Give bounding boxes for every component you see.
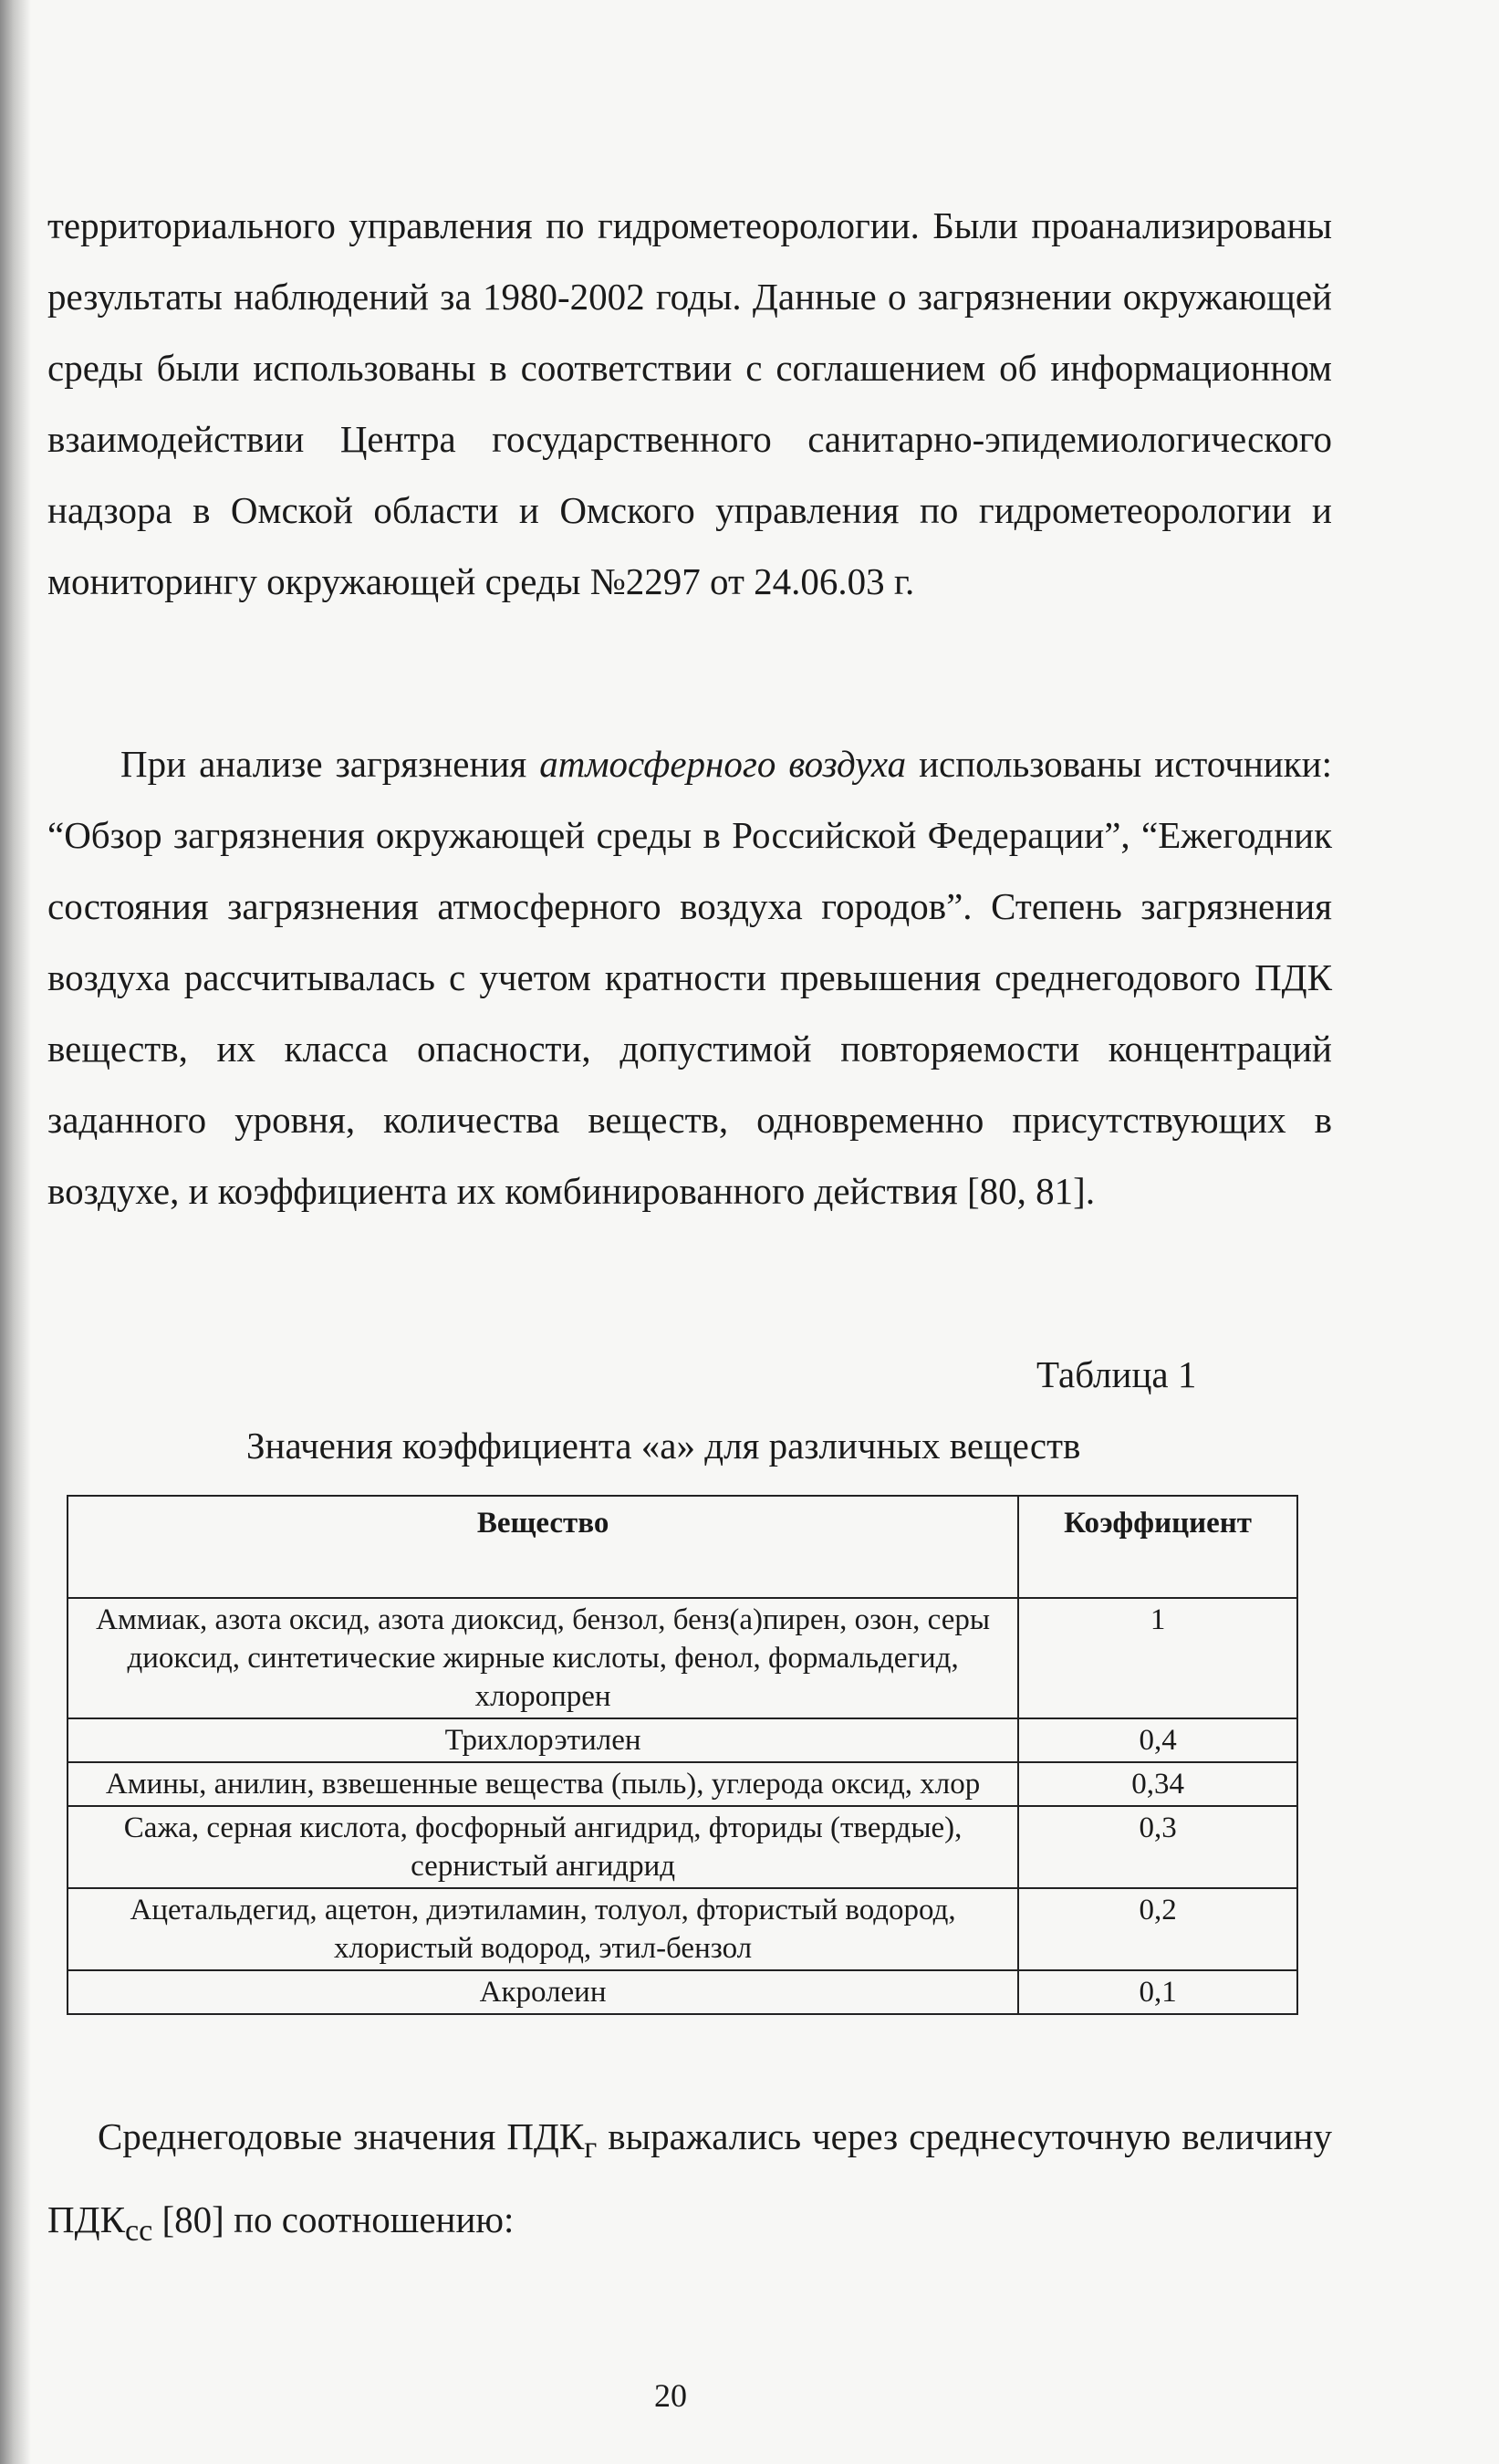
cell-coefficient: 0,4 — [1018, 1718, 1297, 1762]
paragraph-2 — [47, 728, 1332, 1227]
coefficient-table — [67, 1495, 1298, 2015]
table-row — [68, 1762, 1297, 1806]
subscript-ss: сс — [124, 2214, 153, 2249]
table-row — [68, 1970, 1297, 2014]
header-coefficient: Коэффициент — [1018, 1496, 1297, 1598]
table-row — [68, 1718, 1297, 1762]
cell-substance: Сажа, серная кислота, фосфорный ангидрид, фториды (твердые), сернистый ангидрид — [68, 1806, 1018, 1888]
table-caption: Значения коэффициента «а» для различных веществ — [246, 1425, 1081, 1467]
paragraph-3 — [47, 2101, 1332, 2267]
table-row — [68, 1888, 1297, 1970]
paragraph-3-text-b: выражались через среднесуточную величину ПДК — [47, 2115, 1332, 2241]
cell-substance: Трихлорэтилен — [68, 1718, 1018, 1762]
cell-substance: Аммиак, азота оксид, азота диоксид, бензол, бенз(а)пирен, озон, серы диоксид, синтетические жирные кислоты, фенол, формальдегид, хлоропрен — [68, 1598, 1018, 1718]
page-number: 20 — [654, 2377, 687, 2414]
cell-coefficient: 0,2 — [1018, 1888, 1297, 1970]
cell-substance: Акролеин — [68, 1970, 1018, 2014]
cell-substance: Амины, анилин, взвешенные вещества (пыль), углерода оксид, хлор — [68, 1762, 1018, 1806]
cell-coefficient: 1 — [1018, 1598, 1297, 1718]
paragraph-2-text-end: использованы источники: “Обзор загрязнения окружающей среды в Российской Федерации”, “Ежегодник состояния загрязнения атмосферного воздуха городов”. Степень загрязнения воздуха рассчитывалась с учетом кратности превышения среднегодового ПДК веществ, их класса опасности, допустимой повторяемости концентраций заданного уровня, количества веществ, одновременно присутствующих в воздухе, и коэффициента их комбинированного действия [80, 81]. — [47, 743, 1332, 1212]
table-label: Таблица 1 — [1036, 1353, 1197, 1395]
paragraph-2-italic-term: атмосферного воздуха — [539, 743, 907, 785]
table-row — [68, 1598, 1297, 1718]
header-substance: Вещество — [68, 1496, 1018, 1598]
paragraph-3-text-a: Среднегодовые значения ПДК — [98, 2115, 585, 2157]
subscript-g: г — [584, 2131, 598, 2166]
table-row — [68, 1806, 1297, 1888]
cell-coefficient: 0,3 — [1018, 1806, 1297, 1888]
table-header-row — [68, 1496, 1297, 1598]
cell-coefficient: 0,34 — [1018, 1762, 1297, 1806]
cell-coefficient: 0,1 — [1018, 1970, 1297, 2014]
cell-substance: Ацетальдегид, ацетон, диэтиламин, толуол, фтористый водород, хлористый водород, этил-бензол — [68, 1888, 1018, 1970]
paragraph-3-text-c: [80] по соотношению: — [152, 2198, 515, 2241]
paragraph-2-text-start: При анализе загрязнения — [120, 743, 540, 785]
paragraph-1: территориального управления по гидрометеорологии. Были проанализированы результаты наблюдений за 1980-2002 годы. Данные о загрязнении окружающей среды были использованы в соответствии с соглашением об информационном взаимодействии Центра государственного санитарно-эпидемиологического надзора в Омской области и Омского управления по гидрометеорологии и мониторингу окружающей среды №2297 от 24.06.03 г. — [47, 204, 1332, 602]
